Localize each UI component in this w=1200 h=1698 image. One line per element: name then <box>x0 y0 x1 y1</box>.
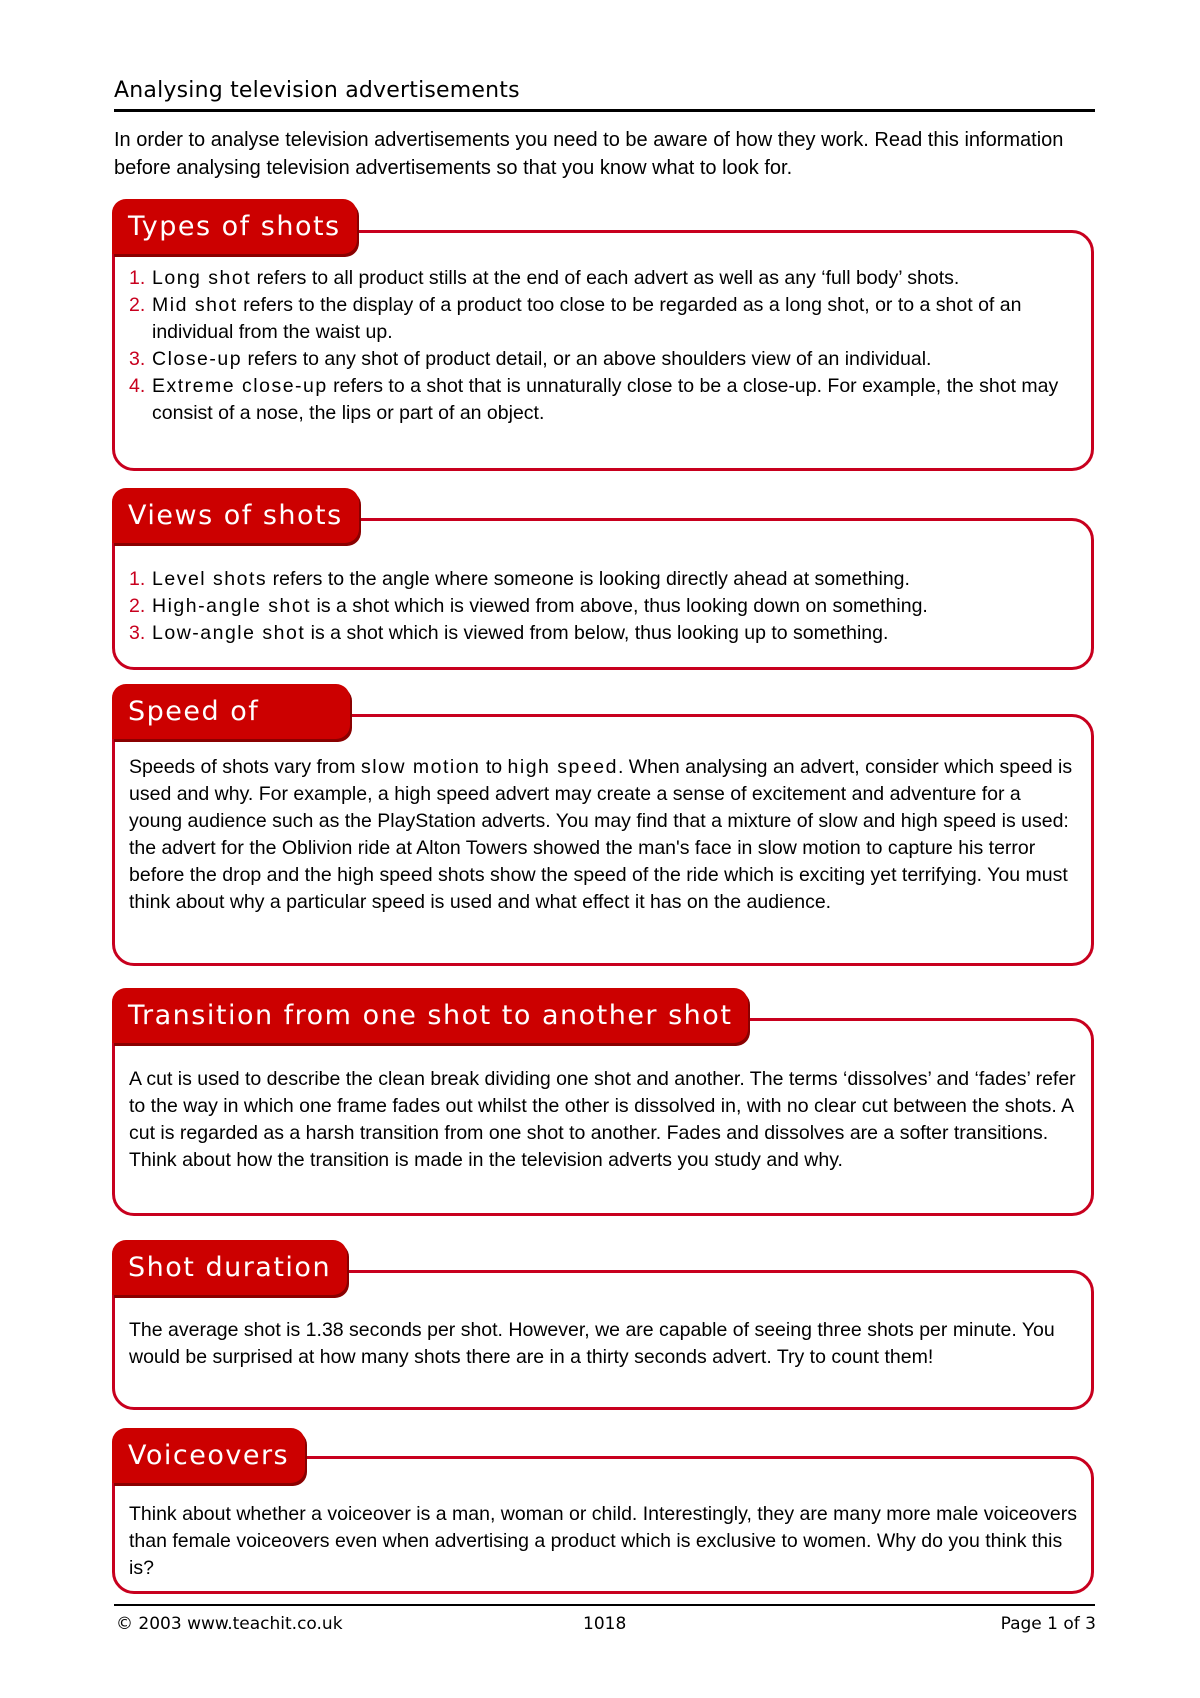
section-heading-voiceovers: Voiceovers <box>112 1428 305 1483</box>
list-item <box>115 593 1091 620</box>
item-term: Level shots <box>152 568 268 590</box>
item-term: Long shot <box>152 267 252 289</box>
item-number: 3. <box>129 622 146 644</box>
item-number: 3. <box>129 348 146 370</box>
item-text: refers to the display of a product too close to be regarded as a long shot, or to a shot of an individual from the waist up. <box>152 294 1022 343</box>
transition-paragraph: A cut is used to describe the clean break dividing one shot and another. The terms ‘dissolves’ and ‘fades’ refer to the way in which one frame fades out whilst the other is dissolved in, with no clear cut between the shots. A cut is regarded as a harsh transition from one shot to another. Fades and dissolves are a softer transitions. Think about how the transition is made in the television adverts you study and why. <box>129 1068 1076 1171</box>
item-number: 2. <box>129 595 146 617</box>
list-item <box>115 292 1091 346</box>
section-heading-types-of-shots: Types of shots <box>112 199 357 254</box>
shot-duration-paragraph: The average shot is 1.38 seconds per shot. However, we are capable of seeing three shots per minute. You would be surprised at how many shots there are in a thirty seconds advert. Try to count them! <box>129 1319 1055 1368</box>
section-heading-transition: Transition from one shot to another shot <box>112 988 748 1043</box>
types-of-shots-box <box>112 230 1094 471</box>
item-text: refers to all product stills at the end of each advert as well as any ‘full body’ shots. <box>251 267 960 289</box>
speed-term-high-speed: high speed <box>507 756 618 778</box>
speed-text-end: . When analysing an advert, consider which speed is used and why. For example, a high speed advert may create a sense of excitement and adventure for a young audience such as the PlayStation adverts. You may find that a mixture of slow and high speed is used: the advert for the Oblivion ride at Alton Towers showed the man's face in slow motion to capture his terror before the drop and the high speed shots show the speed of the ride which is exciting yet terrifying. You must think about why a particular speed is used and what effect it has on the audience. <box>129 756 1073 913</box>
item-number: 2. <box>129 294 146 316</box>
section-heading-speed-of: Speed of <box>112 684 350 739</box>
item-number: 1. <box>129 267 146 289</box>
item-text: is a shot which is viewed from below, thus looking up to something. <box>305 622 889 644</box>
item-text: refers to a shot that is unnaturally close to be a close-up. For example, the shot may consist of a nose, the lips or part of an object. <box>152 375 1059 424</box>
speed-text-middle: to <box>480 756 508 778</box>
item-number: 4. <box>129 375 146 397</box>
transition-box <box>112 1018 1094 1216</box>
footer-copyright: © 2003 www.teachit.co.uk <box>116 1614 343 1634</box>
voiceovers-paragraph: Think about whether a voiceover is a man, woman or child. Interestingly, they are many more male voiceovers than female voiceovers even when advertising a product which is exclusive to women. Why do you think this is? <box>129 1503 1077 1579</box>
speed-box <box>112 714 1094 966</box>
intro-paragraph: In order to analyse television advertisements you need to be aware of how they work. Read this information before analysing television advertisements so that you know what to look for. <box>114 129 1064 179</box>
list-item <box>115 373 1091 427</box>
footer-page-number: Page 1 of 3 <box>1000 1614 1096 1634</box>
footer-code: 1018 <box>583 1614 627 1634</box>
item-term: Low-angle shot <box>152 622 306 644</box>
list-item <box>115 346 1091 373</box>
title-divider <box>114 109 1095 112</box>
speed-text-start: Speeds of shots vary from <box>129 756 361 778</box>
footer-divider <box>114 1604 1095 1606</box>
list-item <box>115 620 1091 647</box>
item-text: is a shot which is viewed from above, thus looking down on something. <box>311 595 928 617</box>
item-term: High-angle shot <box>152 595 312 617</box>
section-heading-views-of-shots: Views of shots <box>112 488 359 543</box>
speed-paragraph <box>115 754 1091 916</box>
list-item <box>115 566 1091 593</box>
speed-term-slow-motion: slow motion <box>360 756 481 778</box>
item-text: refers to the angle where someone is looking directly ahead at something. <box>267 568 910 590</box>
section-heading-shot-duration: Shot duration <box>112 1240 347 1295</box>
page-title: Analysing television advertisements <box>114 78 520 103</box>
item-term: Close-up <box>152 348 243 370</box>
item-number: 1. <box>129 568 146 590</box>
item-term: Extreme close-up <box>152 375 328 397</box>
list-item <box>115 265 1091 292</box>
item-text: refers to any shot of product detail, or an above shoulders view of an individual. <box>242 348 932 370</box>
item-term: Mid shot <box>152 294 238 316</box>
